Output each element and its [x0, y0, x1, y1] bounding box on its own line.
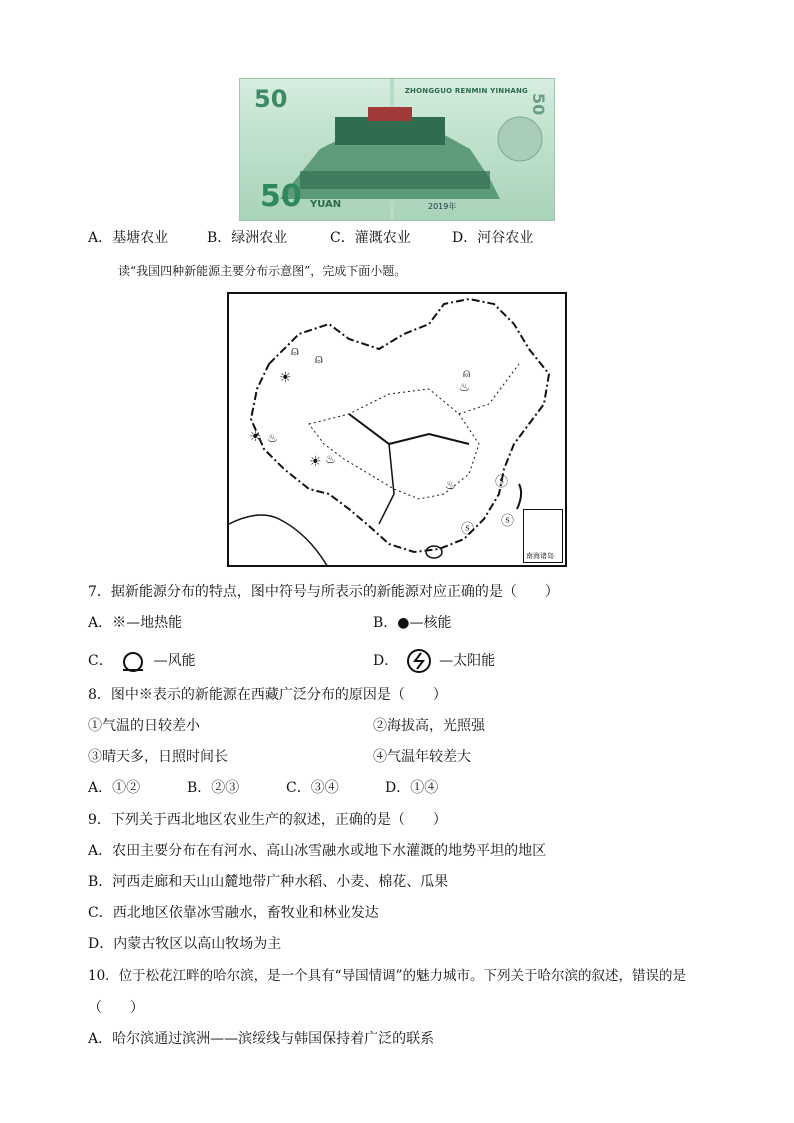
q6-option-a[interactable]: A．基塘农业	[88, 230, 169, 246]
q8-option-a[interactable]: A．①②	[88, 780, 141, 796]
q9-stem: 9．下列关于西北地区农业生产的叙述，正确的是（ ）	[88, 812, 447, 828]
sun-icon: ☀	[279, 370, 292, 386]
q7-option-d[interactable]: D． —太阳能	[373, 648, 495, 674]
nuclear-symbol-icon	[117, 648, 149, 674]
banknote-image	[239, 78, 555, 221]
denomination-side: 50	[529, 93, 548, 116]
yuan-label: YUAN	[310, 199, 342, 210]
q8-option-d[interactable]: D．①④	[385, 780, 439, 796]
sun-icon: ☀	[309, 454, 322, 470]
reading-instruction: 读“我国四种新能源主要分布示意图”，完成下面小题。	[118, 264, 407, 278]
q9-option-d[interactable]: D．内蒙古牧区以高山牧场为主	[88, 936, 282, 952]
q7-option-b[interactable]: B．●—核能	[373, 615, 452, 631]
q8-option-b[interactable]: B．②③	[187, 780, 240, 796]
wind-icon: ⓢ	[501, 514, 515, 529]
energy-distribution-map	[227, 292, 567, 567]
q10-option-a[interactable]: A．哈尔滨通过滨洲——滨绥线与韩国保持着广泛的联系	[88, 1031, 435, 1047]
year-label: 2019年	[428, 202, 457, 211]
q7-stem: 7．据新能源分布的特点，图中符号与所表示的新能源对应正确的是（ ）	[88, 584, 559, 600]
south-sea-inset	[523, 509, 563, 563]
q7-option-a[interactable]: A．※—地热能	[88, 615, 183, 631]
q6-option-b[interactable]: B．绿洲农业	[207, 230, 288, 246]
sun-icon: ☀	[249, 429, 262, 445]
geothermal-icon: ♨	[325, 452, 336, 466]
q6-option-c[interactable]: C．灌溉农业	[330, 230, 411, 246]
q6-option-d[interactable]: D．河谷农业	[452, 230, 534, 246]
nuclear-symbol-icon: ⍝	[315, 352, 323, 367]
q8-statement-3: ③晴天多，日照时间长	[88, 749, 228, 765]
q8-stem: 8．图中※表示的新能源在西藏广泛分布的原因是（ ）	[88, 687, 447, 703]
q10-answer-paren: （ ）	[88, 1000, 144, 1016]
q9-option-c[interactable]: C．西北地区依靠冰雪融水，畜牧业和林业发达	[88, 905, 379, 921]
nuclear-symbol-icon: ⍝	[463, 366, 471, 380]
geothermal-icon: ♨	[459, 380, 470, 394]
q9-option-a[interactable]: A．农田主要分布在有河水、高山冰雪融水或地下水灌溉的地势平坦的地区	[88, 843, 547, 859]
q8-statement-4: ④气温年较差大	[373, 749, 471, 765]
inset-label: 南海诸岛	[526, 552, 554, 560]
q7-option-c[interactable]: C． —风能	[88, 648, 196, 674]
nuclear-symbol-icon: ⍝	[291, 344, 299, 359]
geothermal-icon: ♨	[267, 431, 278, 445]
geothermal-icon: ♨	[445, 478, 456, 492]
q9-option-b[interactable]: B．河西走廊和天山山麓地带广种水稻、小麦、棉花、瓜果	[88, 874, 449, 890]
wind-icon: ⓢ	[495, 475, 509, 490]
q8-statement-2: ②海拔高，光照强	[373, 718, 485, 734]
wind-icon: ⓢ	[461, 522, 475, 537]
denomination-top: 50	[254, 85, 288, 113]
q10-stem: 10．位于松花江畔的哈尔滨，是一个具有“导国情调”的魅力城市。下列关于哈尔滨的叙述，错误的是	[88, 968, 686, 984]
china-outline	[229, 294, 567, 567]
q8-option-c[interactable]: C．③④	[286, 780, 339, 796]
bank-title: ZHONGGUO RENMIN YINHANG	[404, 87, 528, 95]
wind-icon	[403, 648, 435, 674]
denomination-large: 50	[260, 179, 302, 214]
q8-statement-1: ①气温的日较差小	[88, 718, 200, 734]
